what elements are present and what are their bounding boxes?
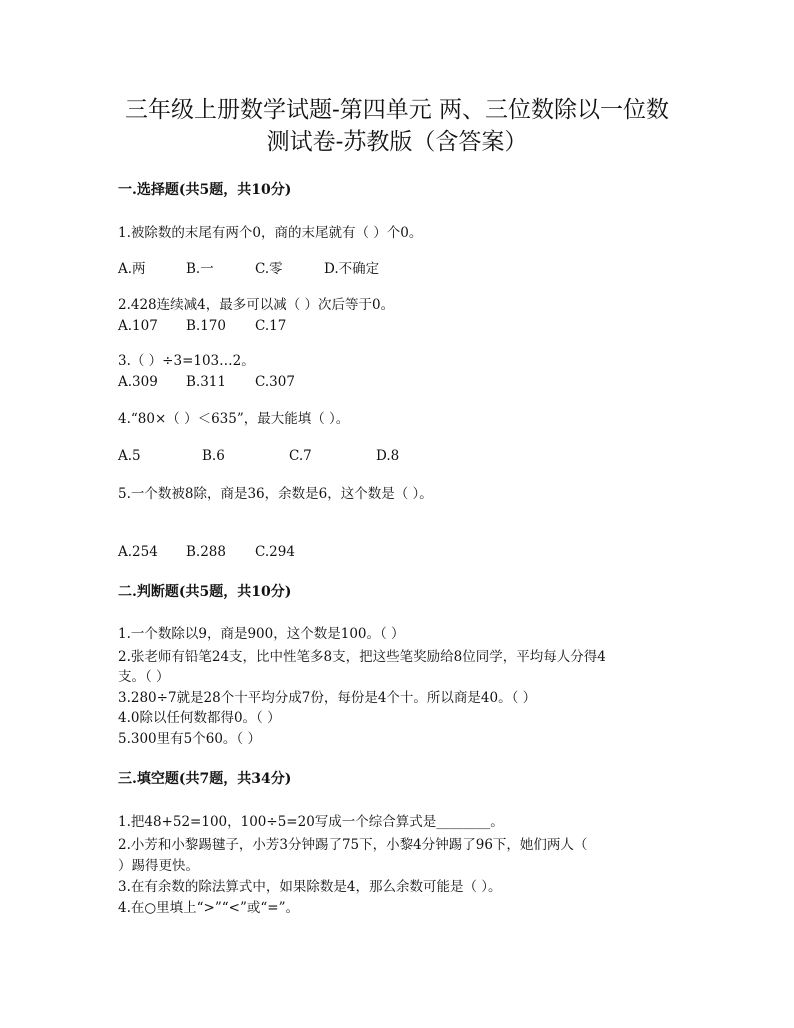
page-title-line1: 三年级上册数学试题-第四单元 两、三位数除以一位数 — [124, 97, 670, 123]
judge-line-2-cont: 支。（ ） — [118, 669, 170, 685]
question-4-option-b: B.6 — [202, 448, 225, 464]
judge-line-4: 4.0除以任何数都得0。（ ） — [118, 710, 281, 726]
question-2-text: 2.428连续减4，最多可以减（ ）次后等于0。 — [118, 297, 395, 313]
question-5-option-a: A.254 — [118, 544, 158, 560]
question-3-option-b: B.311 — [186, 374, 226, 390]
judge-line-2: 2.张老师有铅笔24支，比中性笔多8支，把这些笔奖励给8位同学，平均每人分得4 — [118, 649, 606, 665]
section-heading-fill-blank: 三.填空题(共7题，共34分) — [118, 771, 292, 787]
judge-line-5: 5.300里有5个60。（ ） — [118, 731, 261, 747]
question-3-option-a: A.309 — [118, 374, 158, 390]
section-heading-true-false: 二.判断题(共5题，共10分) — [118, 584, 292, 600]
question-4-option-c: C.7 — [289, 448, 312, 464]
question-4-option-a: A.5 — [118, 448, 141, 464]
question-3-text: 3.（ ）÷3=103…2。 — [118, 353, 255, 369]
question-1-option-b: B.一 — [186, 261, 214, 277]
question-1-option-a: A.两 — [118, 261, 146, 277]
question-3-option-c: C.307 — [255, 374, 295, 390]
section-heading-choice: 一.选择题(共5题，共10分) — [118, 182, 292, 198]
question-1-text: 1.被除数的末尾有两个0，商的末尾就有（ ）个0。 — [118, 225, 423, 241]
fill-line-2: 2.小芳和小黎踢毽子，小芳3分钟踢了75下，小黎4分钟踢了96下，她们两人（ — [118, 837, 588, 853]
fill-line-4: 4.在○里填上“>”“<”或“=”。 — [118, 900, 300, 916]
fill-line-1: 1.把48+52=100，100÷5=20写成一个综合算式是________。 — [118, 814, 504, 830]
question-2-option-c: C.17 — [255, 318, 287, 334]
question-2-option-a: A.107 — [118, 318, 158, 334]
question-1-option-c: C.零 — [255, 261, 283, 277]
fill-line-3: 3.在有余数的除法算式中，如果除数是4，那么余数可能是（ ）。 — [118, 879, 502, 895]
question-4-text: 4.“80×（ ）＜635”，最大能填（ ）。 — [118, 411, 350, 427]
question-2-option-b: B.170 — [186, 318, 226, 334]
question-1-option-d: D.不确定 — [324, 261, 380, 277]
question-5-option-c: C.294 — [255, 544, 295, 560]
question-4-option-d: D.8 — [376, 448, 400, 464]
question-5-option-b: B.288 — [186, 544, 226, 560]
page-title-line2: 测试卷-苏教版（含答案） — [266, 129, 528, 155]
fill-line-2-cont: ）踢得更快。 — [118, 858, 199, 874]
judge-line-3: 3.280÷7就是28个十平均分成7份，每份是4个十。所以商是40。（ ） — [118, 690, 537, 706]
question-5-text: 5.一个数被8除，商是36，余数是6，这个数是（ ）。 — [118, 486, 433, 502]
judge-line-1: 1.一个数除以9，商是900，这个数是100。（ ） — [118, 626, 405, 642]
